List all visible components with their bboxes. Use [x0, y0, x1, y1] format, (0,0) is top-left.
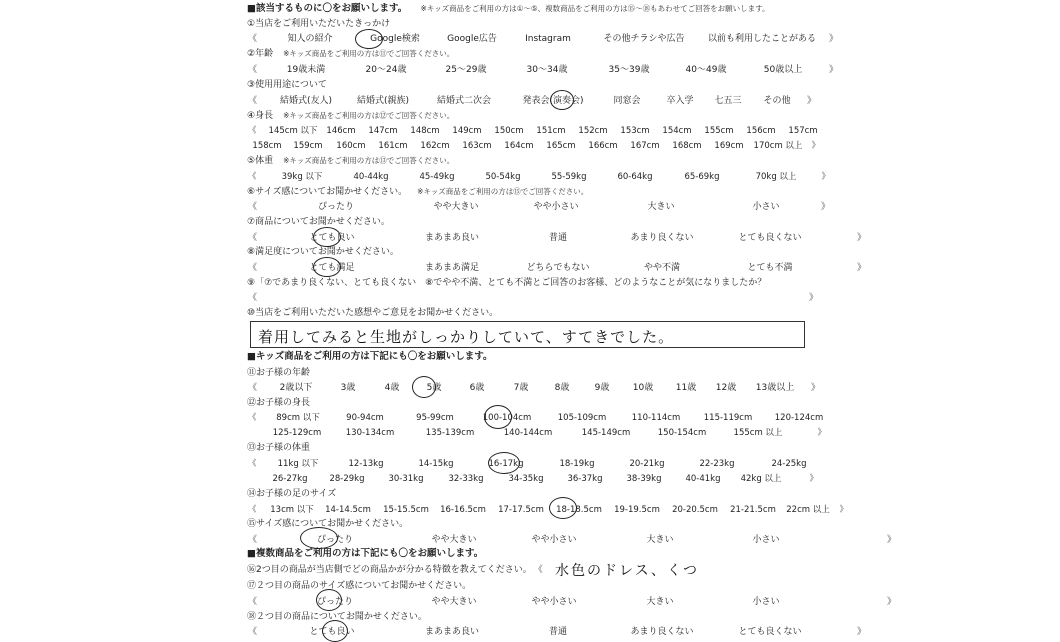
q4-option[interactable]: 165cm — [546, 141, 576, 151]
q11-option[interactable]: 3歳 — [340, 383, 356, 393]
q3-option[interactable]: 結婚式(親族) — [356, 96, 410, 106]
q4-option[interactable]: 159cm — [293, 141, 323, 151]
q13-label: ⑬お子様の体重 — [247, 443, 311, 453]
q12-option[interactable]: 125-129cm — [272, 428, 322, 438]
q11-option[interactable]: 4歳 — [384, 383, 400, 393]
q18-option[interactable]: まあまあ良い — [424, 627, 479, 637]
bracket-open: 《 — [248, 202, 258, 212]
q11-label: ⑪お子様の年齢 — [247, 368, 311, 378]
q13-option[interactable]: 20-21kg — [629, 459, 665, 469]
q1-option[interactable]: 知人の紹介 — [287, 34, 333, 44]
q4-option[interactable]: 164cm — [504, 141, 534, 151]
q13-option[interactable]: 38-39kg — [626, 474, 662, 484]
q2-option[interactable]: 20〜24歳 — [365, 65, 407, 75]
q4-note: ※キッズ商品をご利用の方は⑫でご回答ください。 — [283, 111, 455, 120]
q3-label: ③使用用途について — [247, 80, 327, 90]
q6-header — [247, 186, 588, 198]
q13-option[interactable]: 26-27kg — [272, 474, 308, 484]
q11-option[interactable]: 9歳 — [594, 383, 610, 393]
q10-handwritten-answer: 着用してみると生地がしっかりしていて、すてきでした。 — [258, 328, 675, 346]
q18-option[interactable]: あまり良くない — [630, 627, 694, 637]
bracket-close: 》 — [808, 293, 818, 303]
q11-option[interactable]: 10歳 — [632, 383, 654, 393]
q5-option[interactable]: 39kg 以下 — [281, 172, 323, 182]
q5-option[interactable]: 60-64kg — [617, 172, 653, 182]
q2-options — [248, 64, 838, 76]
q4-option[interactable]: 170cm 以上 — [753, 141, 803, 151]
q6-label: ⑥サイズ感についてお聞かせください。 — [247, 187, 408, 197]
bracket-close: 》 — [828, 65, 838, 75]
q14-label: ⑭お子様の足のサイズ — [247, 489, 337, 499]
q7-option[interactable]: まあまあ良い — [424, 233, 479, 243]
q14-option[interactable]: 22cm 以上 — [786, 505, 830, 515]
q6-option[interactable]: ぴったり — [317, 202, 354, 212]
q2-label: ②年齢 — [247, 49, 274, 59]
q4-option[interactable]: 146cm — [326, 126, 356, 136]
q4-option[interactable]: 151cm — [536, 126, 566, 136]
q15-option[interactable]: 大きい — [646, 535, 674, 545]
bracket-close: 》 — [806, 96, 816, 106]
q7-option[interactable]: あまり良くない — [630, 233, 694, 243]
q8-label: ⑧満足度についてお聞かせください。 — [247, 247, 399, 257]
q5-option[interactable]: 50-54kg — [485, 172, 521, 182]
q2-option[interactable]: 35〜39歳 — [608, 65, 650, 75]
q12-selection-circle — [484, 405, 512, 429]
q3-option[interactable]: 発表会(演奏会) — [522, 96, 584, 106]
q1-option[interactable]: 以前も利用したことがある — [707, 34, 816, 44]
q15-option[interactable]: ぴったり — [316, 535, 353, 545]
q4-option[interactable]: 167cm — [630, 141, 660, 151]
q14-option[interactable]: 13cm 以下 — [270, 505, 314, 515]
q4-option[interactable]: 168cm — [672, 141, 702, 151]
bracket-close: 》 — [886, 597, 896, 607]
q2-option[interactable]: 50歳以上 — [763, 65, 803, 75]
q5-label: ⑤体重 — [247, 156, 274, 166]
bracket-open: 《 — [248, 627, 258, 637]
q15-option[interactable]: やや大きい — [431, 535, 477, 545]
q12-option[interactable]: 89cm 以下 — [276, 413, 320, 423]
q14-option[interactable]: 18-18.5cm — [556, 505, 602, 515]
bracket-open: 《 — [248, 126, 257, 136]
q18-selection-circle — [322, 620, 348, 642]
q5-header — [247, 155, 454, 167]
q18-option[interactable]: 普通 — [548, 627, 567, 637]
bracket-open: 《 — [248, 383, 258, 393]
q15-selection-circle — [300, 527, 338, 549]
q13-option[interactable]: 30-31kg — [388, 474, 424, 484]
q11-option[interactable]: 6歳 — [469, 383, 485, 393]
q8-selection-circle — [313, 257, 341, 277]
bracket-close: 》 — [809, 474, 818, 484]
bracket-open: 《 — [248, 172, 257, 182]
q12-option[interactable]: 155cm 以上 — [733, 428, 783, 438]
q7-selection-circle — [313, 227, 341, 247]
bracket-close: 》 — [856, 233, 866, 243]
q11-options — [248, 382, 820, 394]
q16-row — [247, 564, 543, 576]
q5-option[interactable]: 55-59kg — [551, 172, 587, 182]
q17-option[interactable]: ぴったり — [316, 597, 353, 607]
q11-option[interactable]: 8歳 — [554, 383, 570, 393]
q4-option[interactable]: 169cm — [714, 141, 744, 151]
q17-option[interactable]: やや小さい — [531, 597, 577, 607]
q6-note: ※キッズ商品をご利用の方は⑮でご回答ください。 — [417, 187, 589, 196]
q12-option[interactable]: 90-94cm — [346, 413, 384, 423]
q14-option[interactable]: 19-19.5cm — [614, 505, 660, 515]
q12-option[interactable]: 115-119cm — [703, 413, 753, 423]
q4-header — [247, 110, 454, 122]
q7-option[interactable]: 普通 — [548, 233, 567, 243]
q2-header — [247, 48, 454, 60]
section-main-note: ※キッズ商品をご利用の方は①〜⑤、複数商品をご利用の方は⑮〜⑱もあわせてご回答をお願いします。 — [420, 4, 770, 13]
q1-label: ①当店をご利用いただいたきっかけ — [247, 19, 391, 29]
q1-selection-circle — [355, 29, 383, 49]
section-kids-title: ■キッズ商品をご利用の方は下記にも〇をお願いします。 — [247, 351, 493, 362]
q3-selection-circle — [550, 90, 574, 110]
q3-options — [248, 95, 816, 107]
q3-option[interactable]: 結婚式二次会 — [436, 96, 491, 106]
q1-option[interactable]: Google検索 — [370, 34, 420, 44]
q4-option[interactable]: 162cm — [420, 141, 450, 151]
q14-option[interactable]: 16-16.5cm — [440, 505, 486, 515]
bracket-open: 《 — [248, 34, 258, 44]
bracket-close: 》 — [821, 172, 830, 182]
q4-option[interactable]: 158cm — [252, 141, 282, 151]
bracket-close: 》 — [811, 141, 820, 151]
bracket-open: 《 — [248, 535, 258, 545]
q2-option[interactable]: 19歳未満 — [286, 65, 326, 75]
q13-option[interactable]: 28-29kg — [329, 474, 365, 484]
bracket-close: 》 — [856, 263, 866, 273]
q13-option[interactable]: 40-41kg — [685, 474, 721, 484]
q12-option[interactable]: 135-139cm — [425, 428, 475, 438]
q13-option[interactable]: 16-17kg — [488, 459, 524, 469]
q5-options — [248, 171, 830, 183]
bracket-close: 》 — [810, 383, 820, 393]
q14-option[interactable]: 14-14.5cm — [325, 505, 371, 515]
q12-option[interactable]: 120-124cm — [774, 413, 824, 423]
q4-option[interactable]: 155cm — [704, 126, 734, 136]
q12-option[interactable]: 105-109cm — [557, 413, 607, 423]
q2-option[interactable]: 30〜34歳 — [526, 65, 568, 75]
q12-options-row1 — [248, 412, 834, 424]
q13-option[interactable]: 34-35kg — [508, 474, 544, 484]
q6-option[interactable]: やや小さい — [533, 202, 579, 212]
bracket-open: 《 — [248, 597, 258, 607]
q8-option[interactable]: とても不満 — [747, 263, 793, 273]
q13-option[interactable]: 24-25kg — [771, 459, 807, 469]
q8-option[interactable]: とても満足 — [309, 263, 355, 273]
q7-option[interactable]: とても良くない — [738, 233, 802, 243]
bracket-close: 》 — [886, 535, 896, 545]
q5-option[interactable]: 70kg 以上 — [755, 172, 797, 182]
q13-options-row2 — [248, 473, 818, 485]
q8-option[interactable]: まあまあ満足 — [424, 263, 479, 273]
q18-option[interactable]: とても良くない — [738, 627, 802, 637]
q17-option[interactable]: 大きい — [646, 597, 674, 607]
q4-option[interactable]: 157cm — [788, 126, 818, 136]
q4-option[interactable]: 166cm — [588, 141, 618, 151]
q5-option[interactable]: 40-44kg — [353, 172, 389, 182]
q13-option[interactable]: 42kg 以上 — [740, 474, 782, 484]
bracket-close: 》 — [828, 34, 838, 44]
bracket-close: 》 — [820, 202, 830, 212]
q4-options-row1 — [248, 125, 824, 137]
q7-option[interactable]: とても良い — [309, 233, 355, 243]
bracket-open: 《 — [248, 233, 258, 243]
q3-option[interactable]: その他 — [763, 96, 791, 106]
q11-option[interactable]: 11歳 — [675, 383, 697, 393]
bracket-close: 》 — [817, 428, 826, 438]
q11-option[interactable]: 7歳 — [513, 383, 529, 393]
q4-option[interactable]: 161cm — [378, 141, 408, 151]
q9-label: ⑨「⑦であまり良くない、とても良くない ⑧でやや不満、とても不満とご回答のお客様、どのようなことが気になりましたか？ — [247, 278, 767, 288]
bracket-close: 》 — [856, 627, 866, 637]
q1-option[interactable]: Google広告 — [447, 34, 497, 44]
bracket-open: 《 — [248, 263, 258, 273]
q1-option[interactable]: Instagram — [525, 34, 571, 44]
q3-option[interactable]: 同窓会 — [613, 96, 641, 106]
bracket-open: 《 — [248, 65, 258, 75]
q17-option[interactable]: やや大きい — [431, 597, 477, 607]
q4-label: ④身長 — [247, 111, 274, 121]
q6-option[interactable]: 小さい — [752, 202, 780, 212]
bracket-close: 》 — [839, 505, 848, 515]
section-main-header — [247, 3, 770, 15]
q10-label: ⑩当店をご利用いただいた感想やご意見をお聞かせください。 — [247, 308, 499, 318]
q4-option[interactable]: 160cm — [336, 141, 366, 151]
q16-handwritten-answer: 水色のドレス、くつ — [555, 563, 699, 579]
q11-option[interactable]: 13歳以上 — [755, 383, 795, 393]
q13-selection-circle — [488, 452, 520, 474]
q13-option[interactable]: 18-19kg — [559, 459, 595, 469]
q13-option[interactable]: 22-23kg — [699, 459, 735, 469]
q13-option[interactable]: 32-33kg — [448, 474, 484, 484]
q12-options-row2 — [248, 427, 826, 439]
section-multi-title: ■複数商品をご利用の方は下記にも〇をお願いします。 — [247, 548, 484, 559]
q2-note: ※キッズ商品をご利用の方は⑪でご回答ください。 — [283, 49, 455, 58]
bracket-open: 《 — [248, 96, 258, 106]
q2-option[interactable]: 25〜29歳 — [445, 65, 487, 75]
q3-option[interactable]: 七五三 — [714, 96, 742, 106]
bracket-open: 《 — [248, 413, 257, 423]
q13-option[interactable]: 14-15kg — [418, 459, 454, 469]
q16-bracket-open: 《 — [533, 565, 543, 575]
q15-option[interactable]: 小さい — [752, 535, 780, 545]
bracket-open: 《 — [248, 459, 257, 469]
q3-option[interactable]: 卒入学 — [666, 96, 694, 106]
q8-option[interactable]: やや不満 — [643, 263, 680, 273]
q1-option[interactable]: その他チラシや広告 — [603, 34, 685, 44]
q14-option[interactable]: 21-21.5cm — [730, 505, 776, 515]
q15-options — [248, 534, 896, 546]
q4-option[interactable]: 148cm — [410, 126, 440, 136]
q12-option[interactable]: 140-144cm — [503, 428, 553, 438]
q6-options — [248, 201, 830, 213]
q17-selection-circle — [316, 589, 342, 611]
q14-option[interactable]: 15-15.5cm — [383, 505, 429, 515]
q1-options — [248, 33, 838, 45]
q4-option[interactable]: 149cm — [452, 126, 482, 136]
q13-options-row1 — [248, 458, 826, 470]
q8-option[interactable]: どちらでもない — [526, 263, 590, 273]
bracket-open: 《 — [248, 505, 257, 515]
q13-option[interactable]: 12-13kg — [348, 459, 384, 469]
q5-note: ※キッズ商品をご利用の方は⑬でご回答ください。 — [283, 156, 455, 165]
q3-option[interactable]: 結婚式(友人) — [279, 96, 333, 106]
q16-label: ⑯2つ目の商品が当店側でどの商品かが分かる特徴を教えてください。 — [247, 565, 532, 575]
q15-label: ⑮サイズ感についてお聞かせください。 — [247, 519, 409, 529]
q4-option[interactable]: 150cm — [494, 126, 524, 136]
q14-selection-circle — [549, 497, 577, 519]
q12-option[interactable]: 110-114cm — [631, 413, 681, 423]
q17-options — [248, 596, 896, 608]
q17-option[interactable]: 小さい — [752, 597, 780, 607]
q4-options-row2 — [248, 140, 820, 152]
q12-option[interactable]: 145-149cm — [581, 428, 631, 438]
q4-option[interactable]: 145cm 以下 — [268, 126, 318, 136]
q12-label: ⑫お子様の身長 — [247, 398, 311, 408]
q15-option[interactable]: やや小さい — [531, 535, 577, 545]
q13-option[interactable]: 36-37kg — [567, 474, 603, 484]
q11-option[interactable]: 2歳以下 — [279, 383, 313, 393]
q14-option[interactable]: 20-20.5cm — [672, 505, 718, 515]
q11-selection-circle — [412, 376, 436, 398]
q6-option[interactable]: 大きい — [647, 202, 675, 212]
q11-option[interactable]: 12歳 — [715, 383, 737, 393]
bracket-open: 《 — [248, 293, 258, 303]
q4-option[interactable]: 152cm — [578, 126, 608, 136]
q12-option[interactable]: 100-104cm — [482, 413, 532, 423]
q4-option[interactable]: 163cm — [462, 141, 492, 151]
q9-answer-row — [248, 292, 818, 304]
section-main-title: ■該当するものに〇をお願いします。 — [247, 3, 408, 14]
q4-option[interactable]: 156cm — [746, 126, 776, 136]
q4-option[interactable]: 153cm — [620, 126, 650, 136]
q17-label: ⑰２つ目の商品のサイズ感についてお聞かせください。 — [247, 581, 472, 591]
q7-label: ⑦商品についてお聞かせください。 — [247, 217, 390, 227]
q4-option[interactable]: 154cm — [662, 126, 692, 136]
q14-option[interactable]: 17-17.5cm — [498, 505, 544, 515]
q12-option[interactable]: 130-134cm — [345, 428, 395, 438]
q4-option[interactable]: 147cm — [368, 126, 398, 136]
q12-option[interactable]: 150-154cm — [657, 428, 707, 438]
q5-option[interactable]: 65-69kg — [684, 172, 720, 182]
q6-option[interactable]: やや大きい — [433, 202, 479, 212]
q12-option[interactable]: 95-99cm — [416, 413, 454, 423]
q18-option[interactable]: とても良い — [309, 627, 355, 637]
q18-label: ⑱２つ目の商品についてお聞かせください。 — [247, 612, 427, 622]
q2-option[interactable]: 40〜49歳 — [685, 65, 727, 75]
q5-option[interactable]: 45-49kg — [419, 172, 455, 182]
q14-options — [248, 504, 848, 516]
q11-option[interactable]: 5歳 — [426, 383, 442, 393]
q13-option[interactable]: 11kg 以下 — [277, 459, 319, 469]
